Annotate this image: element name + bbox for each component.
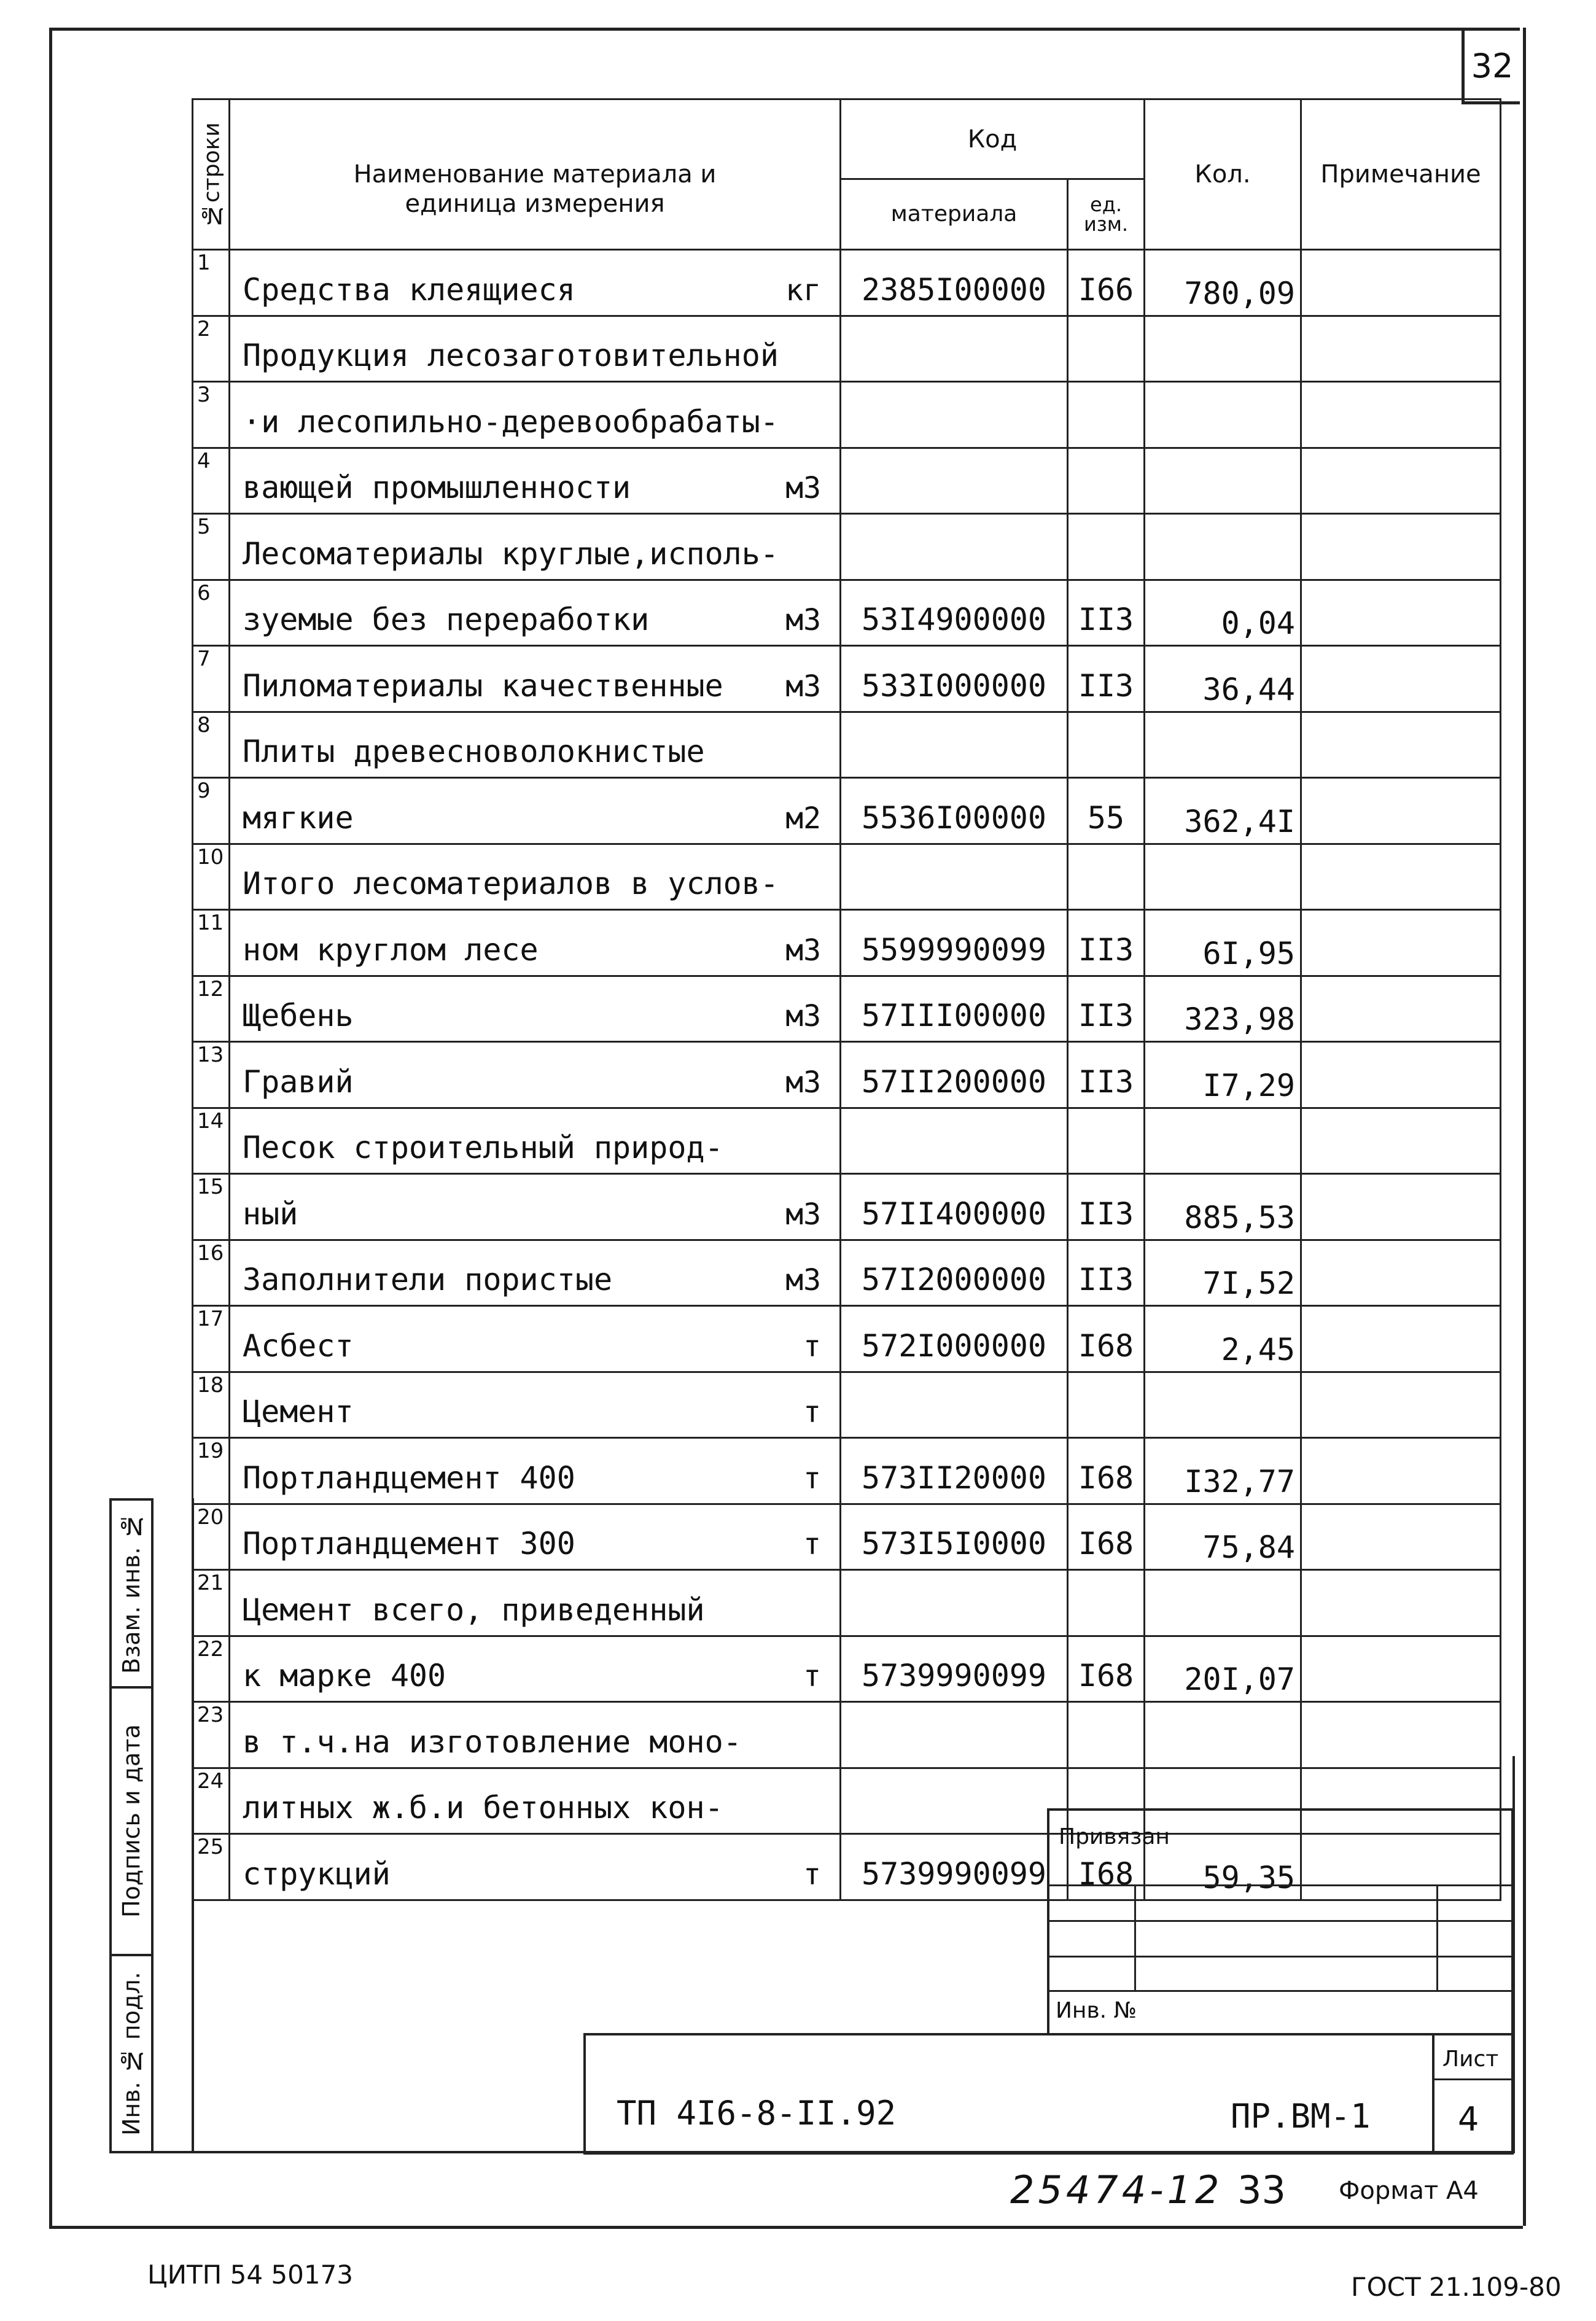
unit-code [1068,1372,1145,1438]
material-unit: м2 [785,801,821,836]
unit-code [1068,712,1145,778]
material-name: Итого лесоматериалов в услов- [243,866,779,901]
table-row [193,250,1501,316]
side-stamp-podpis-cell [109,1686,154,1956]
side-stamp-vzam-cell [109,1498,154,1689]
note [1301,316,1501,382]
header-name-text: Наименование материала и единица измерения [353,160,717,218]
material-name: литных ж.б.и бетонных кон- [243,1790,723,1825]
privyazan-line-3 [1049,1956,1511,1957]
quantity: 0,04 [1145,580,1301,646]
header-code-unit [1068,179,1145,250]
note [1301,910,1501,976]
quantity [1145,844,1301,910]
note [1301,250,1501,316]
material-code: 533I000000 [841,646,1068,712]
quantity: 20I,07 [1145,1636,1301,1702]
note [1301,1042,1501,1108]
sheet-value: 4 [1458,2100,1479,2139]
note [1301,712,1501,778]
material-name: Портландцемент 300 [243,1526,575,1561]
table-row [193,910,1501,976]
handwritten-number: 25474-12 [1010,2167,1223,2212]
row-number: 21 [193,1570,230,1636]
row-number: 9 [193,778,230,844]
row-number: 13 [193,1042,230,1108]
format-label: Формат А4 [1339,2177,1479,2205]
privyazan-label: Привязан [1059,1824,1170,1849]
unit-code: II3 [1068,1042,1145,1108]
material-name-cell [230,976,841,1042]
material-unit: т [803,1395,821,1429]
material-code: 57II200000 [841,1042,1068,1108]
quantity [1145,712,1301,778]
material-name: зуемые без переработки [243,602,650,637]
sheet-number-box [1462,28,1520,104]
material-code [841,514,1068,580]
table-row [193,976,1501,1042]
material-code: 5739990099 [841,1636,1068,1702]
list-label: Лист [1442,2047,1499,2072]
material-code [841,1108,1068,1174]
material-name-cell [230,910,841,976]
material-unit: мЗ [785,1263,821,1297]
note [1301,646,1501,712]
material-unit: т [803,1857,821,1892]
page-number: 33 [1237,2167,1286,2212]
privyazan-line-2 [1049,1920,1511,1922]
note [1301,844,1501,910]
note [1301,1636,1501,1702]
material-name: Плиты древесноволокнистые [243,734,705,769]
material-unit: мЗ [785,1197,821,1232]
material-name: к марке 400 [243,1658,446,1693]
right-stamp: ГОСТ 21.109-80 [1351,2272,1562,2302]
material-name: вающей промышленности [243,470,631,505]
note [1301,1174,1501,1240]
material-name-cell [230,514,841,580]
material-name: Пиломатериалы качественные [243,667,723,704]
inv-no-label: Инв. № [1056,1998,1137,2023]
unit-code [1068,514,1145,580]
material-code [841,316,1068,382]
table-row [193,1504,1501,1570]
material-name: в т.ч.на изготовление моно- [243,1724,742,1760]
material-name: Продукция лесозаготовительной [243,338,779,373]
note [1301,778,1501,844]
material-name-cell [230,844,841,910]
unit-code: I68 [1068,1504,1145,1570]
quantity [1145,1570,1301,1636]
material-code [841,1570,1068,1636]
privyazan-line-1 [1049,1884,1511,1886]
left-stamp: ЦИТП 54 50173 [147,2260,354,2290]
material-code [841,712,1068,778]
material-name-cell [230,778,841,844]
header-note: Примечание [1301,99,1501,250]
row-number: 6 [193,580,230,646]
note [1301,1570,1501,1636]
material-name-cell [230,1438,841,1504]
quantity: 885,53 [1145,1174,1301,1240]
row-number: 17 [193,1306,230,1372]
quantity [1145,448,1301,514]
material-name: Гравий [243,1063,354,1100]
row-number: 19 [193,1438,230,1504]
unit-code: II3 [1068,976,1145,1042]
material-unit: т [803,1329,821,1364]
row-number: 24 [193,1768,230,1834]
quantity [1145,1108,1301,1174]
header-qty: Кол. [1145,99,1301,250]
material-name-cell [230,448,841,514]
row-number: 5 [193,514,230,580]
quantity: 36,44 [1145,646,1301,712]
side-stamp-vzam: Взам. инв. № [118,1512,145,1674]
material-name-cell [230,316,841,382]
material-name: Цемент [243,1394,354,1429]
material-unit: т [803,1527,821,1561]
unit-code: I68 [1068,1834,1145,1900]
material-name-cell [230,1174,841,1240]
side-stamp-blank [151,1498,194,2153]
unit-code [1068,844,1145,910]
unit-code: I66 [1068,250,1145,316]
material-name-cell [230,1306,841,1372]
material-code: 572I000000 [841,1306,1068,1372]
row-number: 22 [193,1636,230,1702]
frame-bottom-border [49,2226,1523,2229]
material-code [841,382,1068,448]
note [1301,382,1501,448]
material-code: 57III00000 [841,976,1068,1042]
unit-code: II3 [1068,1240,1145,1306]
unit-code: II3 [1068,910,1145,976]
material-name-cell [230,1636,841,1702]
material-unit: мЗ [785,669,821,704]
unit-code [1068,1570,1145,1636]
material-name: Лесоматериалы круглые,исполь- [243,535,779,572]
table-row [193,1240,1501,1306]
row-number: 11 [193,910,230,976]
material-code [841,1372,1068,1438]
material-code: 5599990099 [841,910,1068,976]
material-name-cell [230,1108,841,1174]
note [1301,1438,1501,1504]
material-name: ный [243,1195,298,1232]
row-number: 12 [193,976,230,1042]
material-name: Портландцемент 400 [243,1460,575,1496]
header-code-group: Код [841,99,1145,179]
doc-code: ТП 4I6-8-II.92 [617,2094,897,2132]
material-code [841,844,1068,910]
table-row [193,1636,1501,1702]
quantity: I32,77 [1145,1438,1301,1504]
unit-code: I68 [1068,1636,1145,1702]
material-name: мягкие [243,799,354,836]
row-number: 2 [193,316,230,382]
table-row [193,1306,1501,1372]
unit-code: II3 [1068,1174,1145,1240]
table-row [193,1042,1501,1108]
material-name: Песок строительный природ- [243,1130,723,1165]
privyazan-line-4 [1049,1990,1511,1992]
side-stamp-inv-podl: Инв. № подл. [118,1972,145,2136]
material-name: Заполнители пористые [243,1262,613,1297]
quantity [1145,382,1301,448]
material-name-cell [230,712,841,778]
material-unit: мЗ [785,933,821,968]
row-number: 8 [193,712,230,778]
material-code: 57I2000000 [841,1240,1068,1306]
material-unit: кг [785,273,821,308]
row-number: 10 [193,844,230,910]
table-row [193,646,1501,712]
material-name-cell [230,1570,841,1636]
quantity: 362,4I [1145,778,1301,844]
row-number: 25 [193,1834,230,1900]
row-number: 16 [193,1240,230,1306]
material-name-cell [230,382,841,448]
sheet-number: 32 [1471,47,1514,85]
unit-code [1068,448,1145,514]
material-code: 5739990099 [841,1834,1068,1900]
list-divider [1432,2035,1434,2152]
note [1301,1372,1501,1438]
material-name-cell [230,1504,841,1570]
table-body [193,250,1501,1900]
table-row [193,1570,1501,1636]
quantity [1145,1372,1301,1438]
table-row [193,778,1501,844]
material-code: 5536I00000 [841,778,1068,844]
material-unit: мЗ [785,603,821,637]
quantity: I7,29 [1145,1042,1301,1108]
row-number: 23 [193,1702,230,1768]
main-stamp [583,2033,1514,2155]
quantity: 7I,52 [1145,1240,1301,1306]
unit-code: II3 [1068,646,1145,712]
row-number: 18 [193,1372,230,1438]
table-row [193,1372,1501,1438]
header-row-number-cell [193,99,230,250]
material-name-cell [230,1240,841,1306]
quantity: 2,45 [1145,1306,1301,1372]
quantity [1145,514,1301,580]
table-row [193,844,1501,910]
quantity: 59,35 [1145,1834,1301,1900]
material-name: ·и лесопильно-деревообрабаты- [243,403,779,440]
note [1301,1306,1501,1372]
row-number: 15 [193,1174,230,1240]
row-number: 7 [193,646,230,712]
header-code-unit-text: ед. изм. [1083,193,1129,236]
material-code: 57II400000 [841,1174,1068,1240]
material-unit: мЗ [785,471,821,505]
table-row [193,1108,1501,1174]
material-unit: т [803,1659,821,1693]
note [1301,976,1501,1042]
materials-table [192,98,1501,1901]
material-name: ном круглом лесе [243,931,539,968]
quantity: 323,98 [1145,976,1301,1042]
header-name [230,99,841,250]
table-row [193,382,1501,448]
material-code: 53I4900000 [841,580,1068,646]
table-row [193,514,1501,580]
material-unit: т [803,1461,821,1496]
material-name: Щебень [243,998,354,1033]
doc-section: ПР.ВМ-1 [1231,2097,1371,2136]
material-name-cell [230,1042,841,1108]
header-code-material: материала [841,179,1068,250]
table-row [193,1438,1501,1504]
quantity [1145,316,1301,382]
material-name: Средства клеящиеся [243,271,575,308]
table-row [193,580,1501,646]
row-number: 20 [193,1504,230,1570]
table-row [193,712,1501,778]
unit-code: I68 [1068,1306,1145,1372]
note [1301,514,1501,580]
quantity: 780,09 [1145,250,1301,316]
quantity: 6I,95 [1145,910,1301,976]
material-name-cell [230,580,841,646]
material-code: 2385I00000 [841,250,1068,316]
material-code: 573I5I0000 [841,1504,1068,1570]
note [1301,1240,1501,1306]
unit-code: 55 [1068,778,1145,844]
row-number: 1 [193,250,230,316]
table-row [193,316,1501,382]
header-row-number: №строки [199,122,225,228]
material-name: Асбест [243,1328,354,1364]
material-unit: мЗ [785,999,821,1033]
side-stamp-podpis: Подпись и дата [118,1724,145,1918]
unit-code: II3 [1068,580,1145,646]
privyazan-vline-1 [1134,1884,1136,1990]
material-code: 573II20000 [841,1438,1068,1504]
material-name: струкций [243,1856,391,1892]
note [1301,1504,1501,1570]
note [1301,448,1501,514]
material-name: Цемент всего, приведенный [243,1592,705,1628]
material-name-cell [230,646,841,712]
unit-code [1068,382,1145,448]
quantity: 75,84 [1145,1504,1301,1570]
privyazan-vline-2 [1436,1884,1438,1990]
table-row [193,448,1501,514]
unit-code: I68 [1068,1438,1145,1504]
table-row [193,1174,1501,1240]
row-number: 3 [193,382,230,448]
material-name-cell [230,250,841,316]
list-hline [1434,2078,1511,2080]
material-unit: мЗ [785,1065,821,1100]
row-number: 14 [193,1108,230,1174]
note [1301,580,1501,646]
material-code [841,448,1068,514]
note [1301,1108,1501,1174]
privyazan-block [1047,1808,1514,2035]
unit-code [1068,316,1145,382]
row-number: 4 [193,448,230,514]
unit-code [1068,1108,1145,1174]
side-stamp-inv-podl-cell [109,1954,154,2153]
material-name-cell [230,1372,841,1438]
